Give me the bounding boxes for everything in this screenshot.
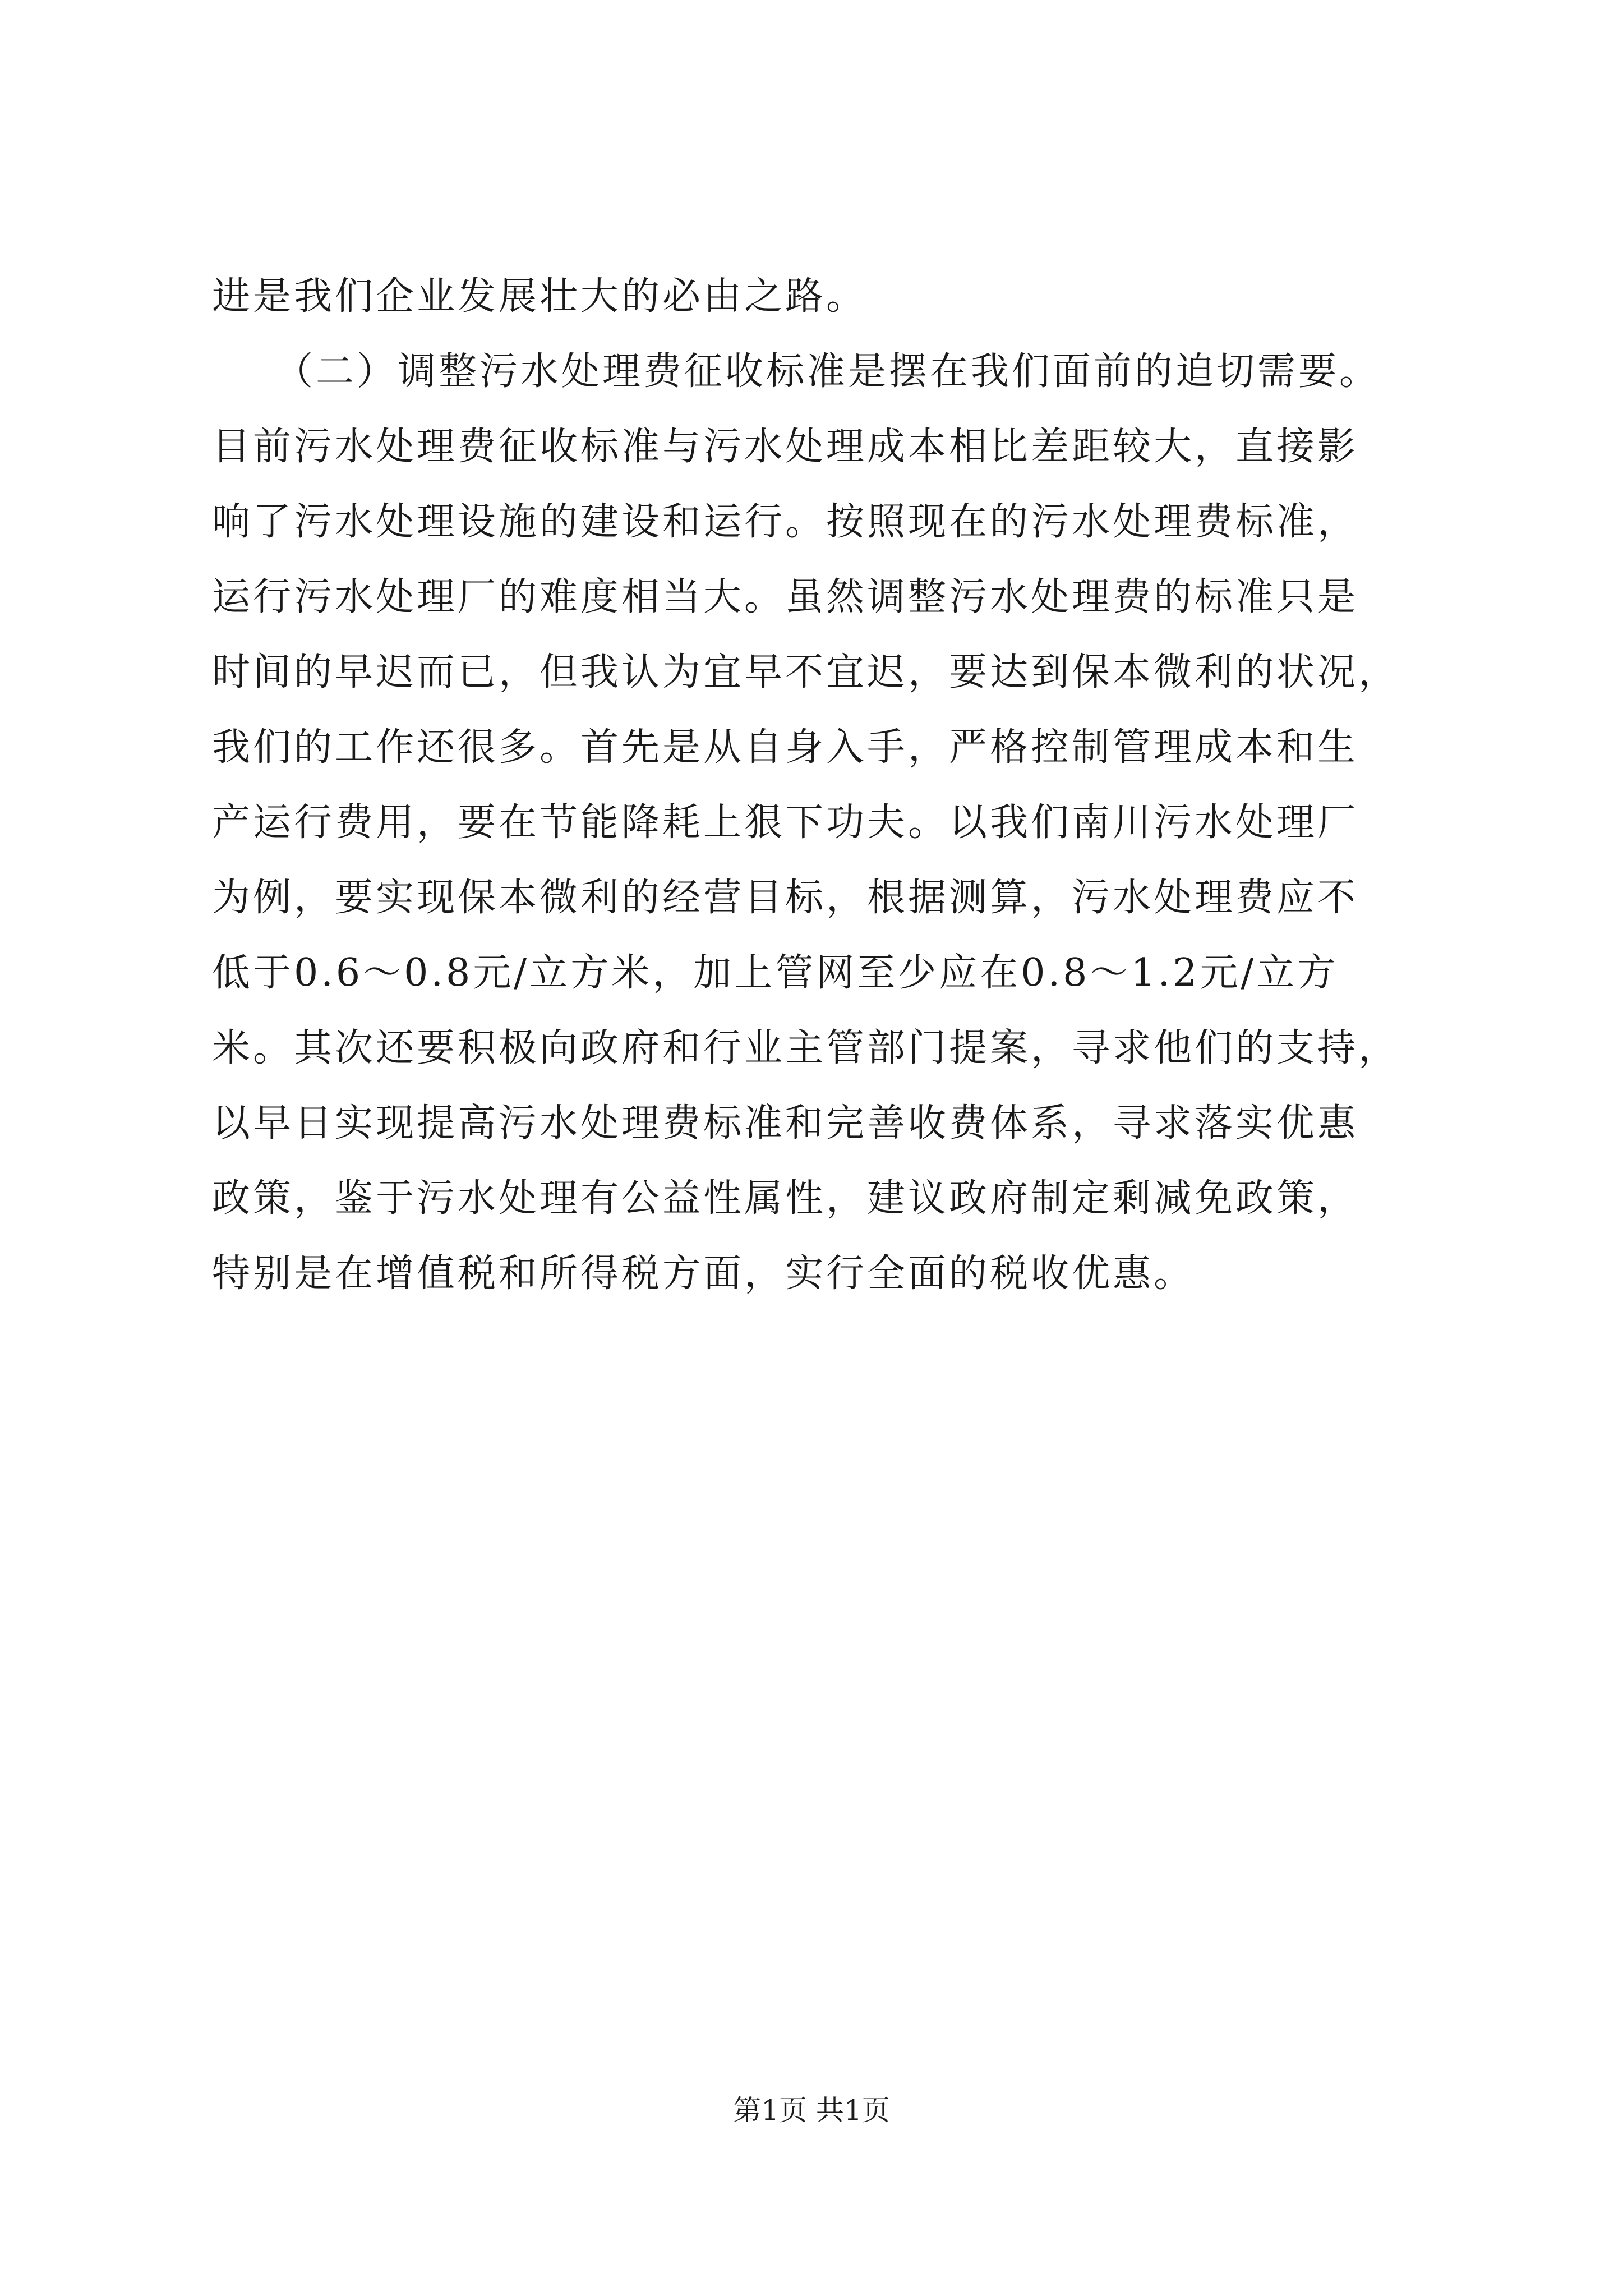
text-line: 为例，要实现保本微利的经营目标，根据测算，污水处理费应不 bbox=[212, 876, 1359, 920]
text-line: 低于0.6～0.8元/立方米，加上管网至少应在0.8～1.2元/立方 bbox=[212, 951, 1339, 995]
text-line: 时间的早迟而已，但我认为宜早不宜迟，要达到保本微利的状况， bbox=[212, 650, 1400, 694]
text-line: 我们的工作还很多。首先是从自身入手，严格控制管理成本和生 bbox=[212, 725, 1359, 770]
page-footer bbox=[0, 2088, 1623, 2128]
text-line: 进是我们企业发展壮大的必由之路。 bbox=[212, 274, 868, 319]
text-line: 响了污水处理设施的建设和运行。按照现在的污水处理费标准， bbox=[212, 500, 1359, 544]
text-line: 目前污水处理费征收标准与污水处理成本相比差距较大，直接影 bbox=[212, 425, 1359, 469]
text-line: 产运行费用，要在节能降耗上狠下功夫。以我们南川污水处理厂 bbox=[212, 800, 1359, 845]
text-line: 以早日实现提高污水处理费标准和完善收费体系，寻求落实优惠 bbox=[212, 1101, 1359, 1145]
page-number-label: 第1页 共1页 bbox=[733, 2094, 890, 2127]
text-line: 运行污水处理厂的难度相当大。虽然调整污水处理费的标准只是 bbox=[212, 575, 1359, 619]
document-body bbox=[212, 259, 1446, 1312]
text-line: （二）调整污水处理费征收标准是摆在我们面前的迫切需要。 bbox=[212, 349, 1381, 394]
text-line: 米。其次还要积极向政府和行业主管部门提案，寻求他们的支持， bbox=[212, 1026, 1400, 1070]
text-line: 特别是在增值税和所得税方面，实行全面的税收优惠。 bbox=[212, 1251, 1195, 1296]
text-line: 政策，鉴于污水处理有公益性属性，建议政府制定剩减免政策， bbox=[212, 1176, 1359, 1221]
